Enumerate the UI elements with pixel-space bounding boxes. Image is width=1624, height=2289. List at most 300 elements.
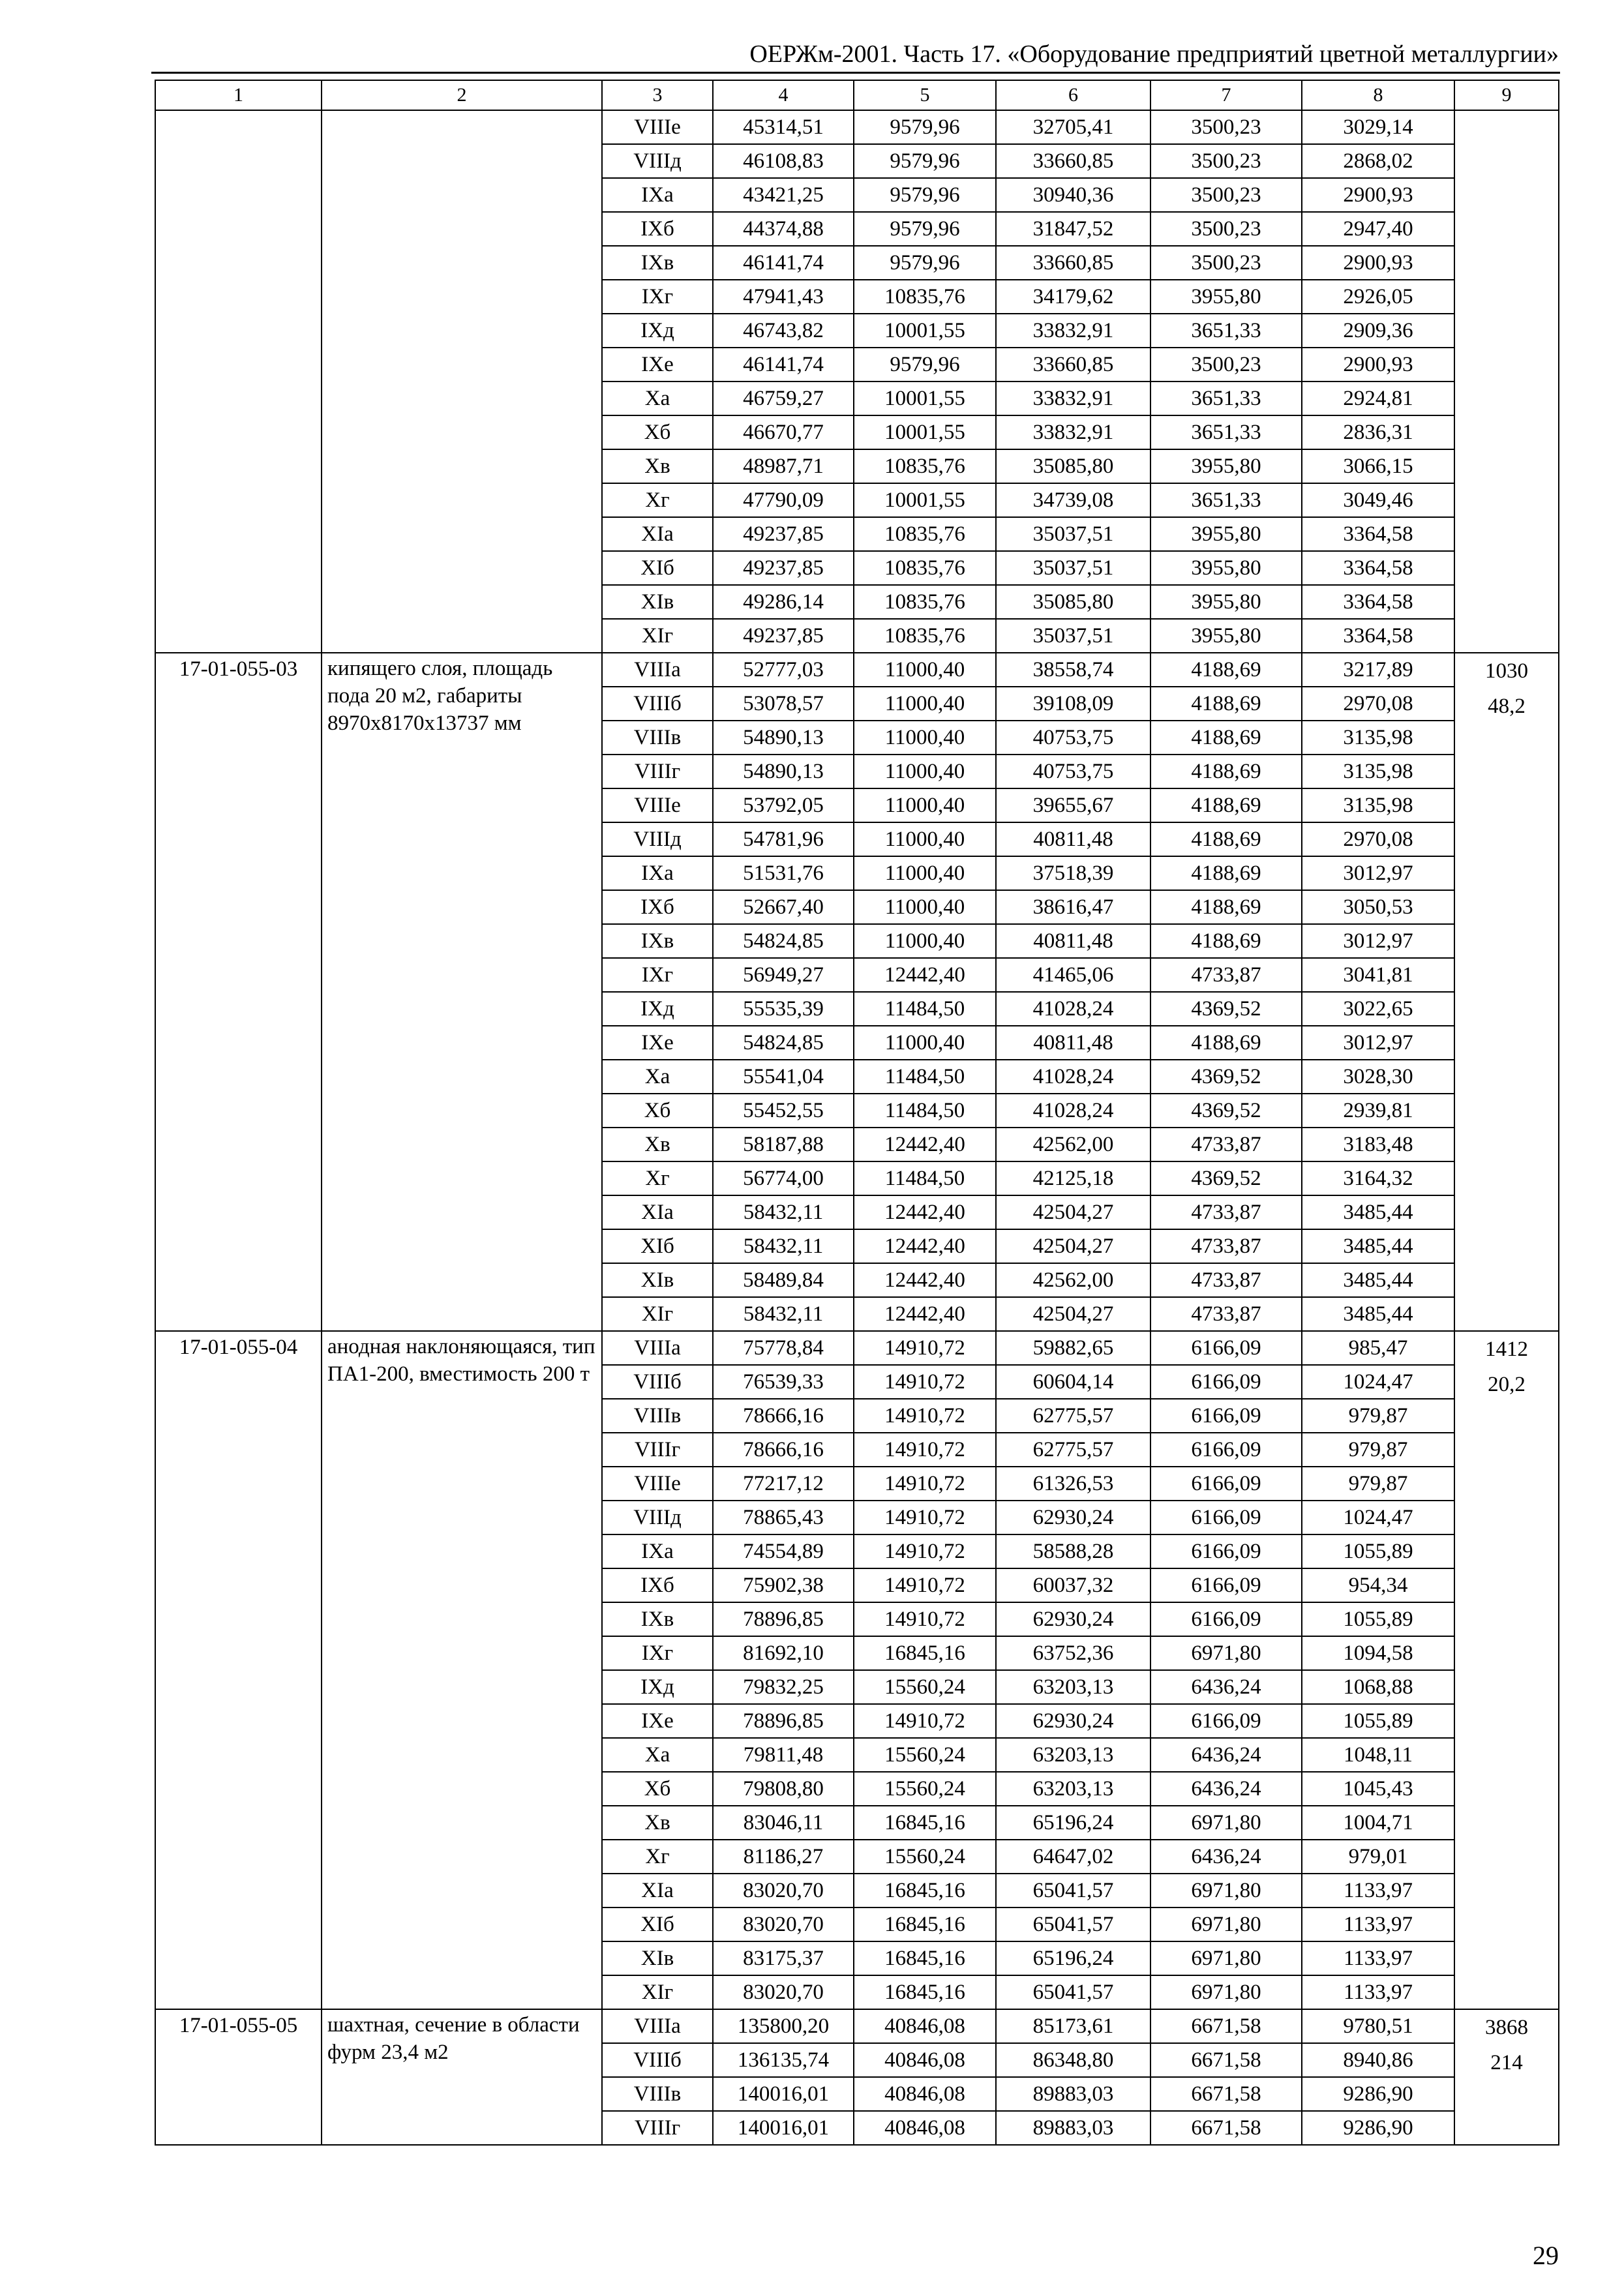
total-cost-cell: 49237,85 bbox=[713, 619, 854, 653]
machinist-wages-cell: 4733,87 bbox=[1150, 1263, 1302, 1297]
materials-cost-cell: 2900,93 bbox=[1302, 246, 1454, 280]
wages-cell: 40846,08 bbox=[854, 2043, 996, 2077]
wages-cell: 10001,55 bbox=[854, 382, 996, 415]
machine-cost-cell: 35085,80 bbox=[996, 585, 1150, 619]
wages-cell: 12442,40 bbox=[854, 958, 996, 992]
machinist-wages-cell: 6166,09 bbox=[1150, 1534, 1302, 1568]
total-cost-cell: 54890,13 bbox=[713, 721, 854, 755]
row-region-cell: VIIIв bbox=[602, 1399, 713, 1433]
machinist-wages-cell: 6971,80 bbox=[1150, 1941, 1302, 1975]
wages-cell: 10835,76 bbox=[854, 585, 996, 619]
machine-cost-cell: 62930,24 bbox=[996, 1704, 1150, 1738]
wages-cell: 11000,40 bbox=[854, 788, 996, 822]
machinist-wages-cell: 4188,69 bbox=[1150, 687, 1302, 721]
row-region-cell: IXа bbox=[602, 856, 713, 890]
machine-cost-cell: 37518,39 bbox=[996, 856, 1150, 890]
total-cost-cell: 78666,16 bbox=[713, 1433, 854, 1467]
wages-cell: 16845,16 bbox=[854, 1941, 996, 1975]
materials-cost-cell: 2868,02 bbox=[1302, 144, 1454, 178]
machine-cost-cell: 33832,91 bbox=[996, 314, 1150, 348]
row-region-cell: Xа bbox=[602, 1060, 713, 1094]
row-region-cell: VIIIа bbox=[602, 653, 713, 687]
row-region-cell: XIб bbox=[602, 551, 713, 585]
materials-cost-cell: 1133,97 bbox=[1302, 1941, 1454, 1975]
total-cost-cell: 53792,05 bbox=[713, 788, 854, 822]
total-cost-cell: 56949,27 bbox=[713, 958, 854, 992]
machinist-wages-cell: 3500,23 bbox=[1150, 110, 1302, 144]
total-cost-cell: 46141,74 bbox=[713, 246, 854, 280]
wages-cell: 14910,72 bbox=[854, 1602, 996, 1636]
materials-cost-cell: 3485,44 bbox=[1302, 1195, 1454, 1229]
machinist-wages-cell: 4369,52 bbox=[1150, 1161, 1302, 1195]
table-row bbox=[155, 110, 1559, 144]
labor-and-mass-cell bbox=[1454, 2009, 1559, 2145]
machinist-wages-cell: 3955,80 bbox=[1150, 449, 1302, 483]
materials-cost-cell: 979,87 bbox=[1302, 1399, 1454, 1433]
wages-cell: 15560,24 bbox=[854, 1738, 996, 1772]
materials-cost-cell: 2970,08 bbox=[1302, 687, 1454, 721]
materials-cost-cell: 2939,81 bbox=[1302, 1094, 1454, 1128]
machine-cost-cell: 63203,13 bbox=[996, 1670, 1150, 1704]
machinist-wages-cell: 3955,80 bbox=[1150, 517, 1302, 551]
machine-cost-cell: 33660,85 bbox=[996, 348, 1150, 382]
wages-cell: 9579,96 bbox=[854, 246, 996, 280]
row-region-cell: IXд bbox=[602, 1670, 713, 1704]
machine-cost-cell: 35037,51 bbox=[996, 551, 1150, 585]
total-cost-cell: 81186,27 bbox=[713, 1840, 854, 1874]
row-region-cell: IXб bbox=[602, 1568, 713, 1602]
total-cost-cell: 77217,12 bbox=[713, 1467, 854, 1501]
machine-cost-cell: 38558,74 bbox=[996, 653, 1150, 687]
wages-cell: 9579,96 bbox=[854, 144, 996, 178]
materials-cost-cell: 3485,44 bbox=[1302, 1263, 1454, 1297]
row-region-cell: XIа bbox=[602, 1195, 713, 1229]
machine-cost-cell: 65196,24 bbox=[996, 1806, 1150, 1840]
machine-cost-cell: 33660,85 bbox=[996, 246, 1150, 280]
wages-cell: 14910,72 bbox=[854, 1365, 996, 1399]
machinist-wages-cell: 3651,33 bbox=[1150, 314, 1302, 348]
rate-code-cell: 17-01-055-05 bbox=[155, 2009, 322, 2145]
wages-cell: 11000,40 bbox=[854, 890, 996, 924]
table-row bbox=[155, 2009, 1559, 2043]
total-cost-cell: 83020,70 bbox=[713, 1975, 854, 2009]
materials-cost-cell: 3164,32 bbox=[1302, 1161, 1454, 1195]
machine-cost-cell: 42562,00 bbox=[996, 1128, 1150, 1161]
wages-cell: 11000,40 bbox=[854, 755, 996, 788]
row-region-cell: IXв bbox=[602, 1602, 713, 1636]
column-number: 2 bbox=[322, 80, 602, 110]
materials-cost-cell: 979,87 bbox=[1302, 1467, 1454, 1501]
row-region-cell: Xв bbox=[602, 1806, 713, 1840]
machine-cost-cell: 33660,85 bbox=[996, 144, 1150, 178]
machinist-wages-cell: 4369,52 bbox=[1150, 1060, 1302, 1094]
wages-cell: 16845,16 bbox=[854, 1636, 996, 1670]
machinist-wages-cell: 6671,58 bbox=[1150, 2111, 1302, 2145]
machine-cost-cell: 65196,24 bbox=[996, 1941, 1150, 1975]
row-region-cell: VIIIб bbox=[602, 2043, 713, 2077]
materials-cost-cell: 3028,30 bbox=[1302, 1060, 1454, 1094]
machinist-wages-cell: 6166,09 bbox=[1150, 1365, 1302, 1399]
wages-cell: 10835,76 bbox=[854, 619, 996, 653]
machinist-wages-cell: 6971,80 bbox=[1150, 1975, 1302, 2009]
machine-cost-cell: 35037,51 bbox=[996, 517, 1150, 551]
row-region-cell: VIIIд bbox=[602, 1501, 713, 1534]
machinist-wages-cell: 4188,69 bbox=[1150, 890, 1302, 924]
wages-cell: 12442,40 bbox=[854, 1297, 996, 1331]
machinist-wages-cell: 3651,33 bbox=[1150, 415, 1302, 449]
materials-cost-cell: 985,47 bbox=[1302, 1331, 1454, 1365]
machine-cost-cell: 33832,91 bbox=[996, 415, 1150, 449]
rate-description-cell bbox=[322, 110, 602, 653]
wages-cell: 11000,40 bbox=[854, 822, 996, 856]
materials-cost-cell: 1133,97 bbox=[1302, 1908, 1454, 1941]
labor-cost-value: 1412 bbox=[1485, 1338, 1528, 1361]
total-cost-cell: 52667,40 bbox=[713, 890, 854, 924]
wages-cell: 11484,50 bbox=[854, 1060, 996, 1094]
materials-cost-cell: 1024,47 bbox=[1302, 1365, 1454, 1399]
machinist-wages-cell: 4369,52 bbox=[1150, 992, 1302, 1026]
rate-description-cell: кипящего слоя, площадь пода 20 м2, габариты 8970х8170х13737 мм bbox=[322, 653, 602, 1331]
materials-cost-cell: 3049,46 bbox=[1302, 483, 1454, 517]
row-region-cell: VIIIб bbox=[602, 1365, 713, 1399]
total-cost-cell: 78865,43 bbox=[713, 1501, 854, 1534]
wages-cell: 14910,72 bbox=[854, 1704, 996, 1738]
machinist-wages-cell: 6166,09 bbox=[1150, 1602, 1302, 1636]
total-cost-cell: 58187,88 bbox=[713, 1128, 854, 1161]
column-number: 5 bbox=[854, 80, 996, 110]
total-cost-cell: 46670,77 bbox=[713, 415, 854, 449]
column-number: 3 bbox=[602, 80, 713, 110]
machine-cost-cell: 31847,52 bbox=[996, 212, 1150, 246]
wages-cell: 14910,72 bbox=[854, 1433, 996, 1467]
machine-cost-cell: 41465,06 bbox=[996, 958, 1150, 992]
wages-cell: 16845,16 bbox=[854, 1908, 996, 1941]
wages-cell: 12442,40 bbox=[854, 1229, 996, 1263]
row-region-cell: Xв bbox=[602, 449, 713, 483]
row-region-cell: VIIIг bbox=[602, 1433, 713, 1467]
machinist-wages-cell: 3500,23 bbox=[1150, 178, 1302, 212]
row-region-cell: VIIIа bbox=[602, 1331, 713, 1365]
wages-cell: 16845,16 bbox=[854, 1806, 996, 1840]
materials-cost-cell: 2970,08 bbox=[1302, 822, 1454, 856]
total-cost-cell: 46743,82 bbox=[713, 314, 854, 348]
labor-cost-value: 1030 bbox=[1485, 659, 1528, 683]
labor-cost-value: 3868 bbox=[1485, 2016, 1528, 2039]
machinist-wages-cell: 4188,69 bbox=[1150, 788, 1302, 822]
total-cost-cell: 75778,84 bbox=[713, 1331, 854, 1365]
wages-cell: 15560,24 bbox=[854, 1772, 996, 1806]
machine-cost-cell: 64647,02 bbox=[996, 1840, 1150, 1874]
wages-cell: 10835,76 bbox=[854, 280, 996, 314]
row-region-cell: IXе bbox=[602, 348, 713, 382]
rate-description-cell: шахтная, сечение в области фурм 23,4 м2 bbox=[322, 2009, 602, 2145]
machinist-wages-cell: 6166,09 bbox=[1150, 1568, 1302, 1602]
machinist-wages-cell: 6166,09 bbox=[1150, 1501, 1302, 1534]
wages-cell: 16845,16 bbox=[854, 1975, 996, 2009]
materials-cost-cell: 3050,53 bbox=[1302, 890, 1454, 924]
machine-cost-cell: 41028,24 bbox=[996, 1094, 1150, 1128]
rate-description-cell: анодная наклоняющаяся, тип ПА1-200, вместимость 200 т bbox=[322, 1331, 602, 2009]
machine-cost-cell: 63203,13 bbox=[996, 1738, 1150, 1772]
machinist-wages-cell: 6971,80 bbox=[1150, 1908, 1302, 1941]
machine-cost-cell: 39108,09 bbox=[996, 687, 1150, 721]
materials-cost-cell: 2900,93 bbox=[1302, 348, 1454, 382]
total-cost-cell: 54824,85 bbox=[713, 924, 854, 958]
machinist-wages-cell: 6671,58 bbox=[1150, 2043, 1302, 2077]
table-row bbox=[155, 653, 1559, 687]
materials-cost-cell: 3183,48 bbox=[1302, 1128, 1454, 1161]
total-cost-cell: 49286,14 bbox=[713, 585, 854, 619]
total-cost-cell: 79808,80 bbox=[713, 1772, 854, 1806]
machinist-wages-cell: 3955,80 bbox=[1150, 619, 1302, 653]
row-region-cell: Xг bbox=[602, 1161, 713, 1195]
total-cost-cell: 52777,03 bbox=[713, 653, 854, 687]
machine-cost-cell: 85173,61 bbox=[996, 2009, 1150, 2043]
materials-cost-cell: 3364,58 bbox=[1302, 619, 1454, 653]
total-cost-cell: 48987,71 bbox=[713, 449, 854, 483]
total-cost-cell: 43421,25 bbox=[713, 178, 854, 212]
materials-cost-cell: 2926,05 bbox=[1302, 280, 1454, 314]
row-region-cell: XIв bbox=[602, 1941, 713, 1975]
machine-cost-cell: 32705,41 bbox=[996, 110, 1150, 144]
wages-cell: 11000,40 bbox=[854, 856, 996, 890]
total-cost-cell: 58432,11 bbox=[713, 1297, 854, 1331]
column-number: 8 bbox=[1302, 80, 1454, 110]
row-region-cell: IXб bbox=[602, 890, 713, 924]
row-region-cell: XIа bbox=[602, 1874, 713, 1908]
total-cost-cell: 56774,00 bbox=[713, 1161, 854, 1195]
total-cost-cell: 78896,85 bbox=[713, 1704, 854, 1738]
wages-cell: 9579,96 bbox=[854, 212, 996, 246]
machinist-wages-cell: 3955,80 bbox=[1150, 551, 1302, 585]
machinist-wages-cell: 3955,80 bbox=[1150, 585, 1302, 619]
machinist-wages-cell: 4733,87 bbox=[1150, 958, 1302, 992]
wages-cell: 11484,50 bbox=[854, 1094, 996, 1128]
machinist-wages-cell: 4188,69 bbox=[1150, 721, 1302, 755]
mass-value: 214 bbox=[1490, 2051, 1523, 2074]
row-region-cell: IXе bbox=[602, 1026, 713, 1060]
materials-cost-cell: 3364,58 bbox=[1302, 551, 1454, 585]
wages-cell: 9579,96 bbox=[854, 178, 996, 212]
wages-cell: 10001,55 bbox=[854, 415, 996, 449]
total-cost-cell: 78666,16 bbox=[713, 1399, 854, 1433]
total-cost-cell: 140016,01 bbox=[713, 2111, 854, 2145]
materials-cost-cell: 1004,71 bbox=[1302, 1806, 1454, 1840]
materials-cost-cell: 2836,31 bbox=[1302, 415, 1454, 449]
machine-cost-cell: 59882,65 bbox=[996, 1331, 1150, 1365]
wages-cell: 11000,40 bbox=[854, 924, 996, 958]
materials-cost-cell: 1068,88 bbox=[1302, 1670, 1454, 1704]
row-region-cell: Xа bbox=[602, 382, 713, 415]
materials-cost-cell: 3135,98 bbox=[1302, 788, 1454, 822]
row-region-cell: IXг bbox=[602, 1636, 713, 1670]
machinist-wages-cell: 3500,23 bbox=[1150, 212, 1302, 246]
wages-cell: 14910,72 bbox=[854, 1568, 996, 1602]
materials-cost-cell: 979,01 bbox=[1302, 1840, 1454, 1874]
materials-cost-cell: 2900,93 bbox=[1302, 178, 1454, 212]
machine-cost-cell: 65041,57 bbox=[996, 1874, 1150, 1908]
machinist-wages-cell: 3651,33 bbox=[1150, 382, 1302, 415]
total-cost-cell: 47941,43 bbox=[713, 280, 854, 314]
materials-cost-cell: 3066,15 bbox=[1302, 449, 1454, 483]
machinist-wages-cell: 6971,80 bbox=[1150, 1874, 1302, 1908]
row-region-cell: IXа bbox=[602, 178, 713, 212]
total-cost-cell: 83020,70 bbox=[713, 1908, 854, 1941]
wages-cell: 40846,08 bbox=[854, 2077, 996, 2111]
total-cost-cell: 55452,55 bbox=[713, 1094, 854, 1128]
row-region-cell: VIIIг bbox=[602, 755, 713, 788]
column-number-row bbox=[155, 80, 1559, 110]
materials-cost-cell: 3029,14 bbox=[1302, 110, 1454, 144]
materials-cost-cell: 1048,11 bbox=[1302, 1738, 1454, 1772]
machine-cost-cell: 30940,36 bbox=[996, 178, 1150, 212]
wages-cell: 14910,72 bbox=[854, 1399, 996, 1433]
labor-and-mass-cell bbox=[1454, 110, 1559, 653]
machine-cost-cell: 40811,48 bbox=[996, 822, 1150, 856]
machinist-wages-cell: 3651,33 bbox=[1150, 483, 1302, 517]
total-cost-cell: 83046,11 bbox=[713, 1806, 854, 1840]
total-cost-cell: 83020,70 bbox=[713, 1874, 854, 1908]
wages-cell: 9579,96 bbox=[854, 348, 996, 382]
wages-cell: 12442,40 bbox=[854, 1195, 996, 1229]
machinist-wages-cell: 4188,69 bbox=[1150, 1026, 1302, 1060]
machine-cost-cell: 65041,57 bbox=[996, 1908, 1150, 1941]
wages-cell: 10835,76 bbox=[854, 449, 996, 483]
machine-cost-cell: 40753,75 bbox=[996, 721, 1150, 755]
total-cost-cell: 51531,76 bbox=[713, 856, 854, 890]
total-cost-cell: 49237,85 bbox=[713, 551, 854, 585]
wages-cell: 16845,16 bbox=[854, 1874, 996, 1908]
labor-and-mass-cell bbox=[1454, 653, 1559, 1331]
machine-cost-cell: 86348,80 bbox=[996, 2043, 1150, 2077]
table-body bbox=[155, 80, 1559, 2145]
machine-cost-cell: 58588,28 bbox=[996, 1534, 1150, 1568]
row-region-cell: VIIIв bbox=[602, 2077, 713, 2111]
machinist-wages-cell: 3955,80 bbox=[1150, 280, 1302, 314]
machine-cost-cell: 41028,24 bbox=[996, 992, 1150, 1026]
row-region-cell: VIIIе bbox=[602, 1467, 713, 1501]
column-number: 9 bbox=[1454, 80, 1559, 110]
materials-cost-cell: 3012,97 bbox=[1302, 924, 1454, 958]
machine-cost-cell: 34179,62 bbox=[996, 280, 1150, 314]
total-cost-cell: 136135,74 bbox=[713, 2043, 854, 2077]
wages-cell: 15560,24 bbox=[854, 1670, 996, 1704]
materials-cost-cell: 1045,43 bbox=[1302, 1772, 1454, 1806]
wages-cell: 15560,24 bbox=[854, 1840, 996, 1874]
materials-cost-cell: 2924,81 bbox=[1302, 382, 1454, 415]
row-region-cell: VIIIв bbox=[602, 721, 713, 755]
total-cost-cell: 54824,85 bbox=[713, 1026, 854, 1060]
total-cost-cell: 45314,51 bbox=[713, 110, 854, 144]
total-cost-cell: 55541,04 bbox=[713, 1060, 854, 1094]
total-cost-cell: 46108,83 bbox=[713, 144, 854, 178]
total-cost-cell: 46141,74 bbox=[713, 348, 854, 382]
total-cost-cell: 79811,48 bbox=[713, 1738, 854, 1772]
row-region-cell: IXв bbox=[602, 924, 713, 958]
total-cost-cell: 74554,89 bbox=[713, 1534, 854, 1568]
row-region-cell: Xб bbox=[602, 1094, 713, 1128]
total-cost-cell: 76539,33 bbox=[713, 1365, 854, 1399]
total-cost-cell: 47790,09 bbox=[713, 483, 854, 517]
machinist-wages-cell: 6671,58 bbox=[1150, 2009, 1302, 2043]
total-cost-cell: 44374,88 bbox=[713, 212, 854, 246]
total-cost-cell: 54781,96 bbox=[713, 822, 854, 856]
wages-cell: 10001,55 bbox=[854, 483, 996, 517]
row-region-cell: Xб bbox=[602, 415, 713, 449]
row-region-cell: IXд bbox=[602, 992, 713, 1026]
materials-cost-cell: 9780,51 bbox=[1302, 2009, 1454, 2043]
materials-cost-cell: 1094,58 bbox=[1302, 1636, 1454, 1670]
row-region-cell: VIIIд bbox=[602, 822, 713, 856]
materials-cost-cell: 979,87 bbox=[1302, 1433, 1454, 1467]
row-region-cell: VIIIе bbox=[602, 788, 713, 822]
total-cost-cell: 53078,57 bbox=[713, 687, 854, 721]
materials-cost-cell: 8940,86 bbox=[1302, 2043, 1454, 2077]
materials-cost-cell: 3217,89 bbox=[1302, 653, 1454, 687]
machine-cost-cell: 60037,32 bbox=[996, 1568, 1150, 1602]
column-number: 6 bbox=[996, 80, 1150, 110]
machine-cost-cell: 42504,27 bbox=[996, 1195, 1150, 1229]
machine-cost-cell: 34739,08 bbox=[996, 483, 1150, 517]
materials-cost-cell: 1133,97 bbox=[1302, 1874, 1454, 1908]
row-region-cell: VIIIе bbox=[602, 110, 713, 144]
wages-cell: 10835,76 bbox=[854, 517, 996, 551]
machine-cost-cell: 89883,03 bbox=[996, 2111, 1150, 2145]
materials-cost-cell: 3041,81 bbox=[1302, 958, 1454, 992]
machine-cost-cell: 42562,00 bbox=[996, 1263, 1150, 1297]
materials-cost-cell: 3485,44 bbox=[1302, 1229, 1454, 1263]
row-region-cell: Xб bbox=[602, 1772, 713, 1806]
machinist-wages-cell: 6166,09 bbox=[1150, 1704, 1302, 1738]
total-cost-cell: 54890,13 bbox=[713, 755, 854, 788]
machine-cost-cell: 63203,13 bbox=[996, 1772, 1150, 1806]
row-region-cell: Xг bbox=[602, 1840, 713, 1874]
wages-cell: 11000,40 bbox=[854, 721, 996, 755]
machine-cost-cell: 35037,51 bbox=[996, 619, 1150, 653]
wages-cell: 11484,50 bbox=[854, 992, 996, 1026]
machine-cost-cell: 41028,24 bbox=[996, 1060, 1150, 1094]
machine-cost-cell: 63752,36 bbox=[996, 1636, 1150, 1670]
materials-cost-cell: 1055,89 bbox=[1302, 1602, 1454, 1636]
row-region-cell: Xа bbox=[602, 1738, 713, 1772]
wages-cell: 11000,40 bbox=[854, 687, 996, 721]
machinist-wages-cell: 3500,23 bbox=[1150, 246, 1302, 280]
machine-cost-cell: 33832,91 bbox=[996, 382, 1150, 415]
machine-cost-cell: 42504,27 bbox=[996, 1229, 1150, 1263]
machine-cost-cell: 62775,57 bbox=[996, 1433, 1150, 1467]
machinist-wages-cell: 6166,09 bbox=[1150, 1399, 1302, 1433]
materials-cost-cell: 1024,47 bbox=[1302, 1501, 1454, 1534]
row-region-cell: IXе bbox=[602, 1704, 713, 1738]
total-cost-cell: 58489,84 bbox=[713, 1263, 854, 1297]
machine-cost-cell: 62930,24 bbox=[996, 1501, 1150, 1534]
machine-cost-cell: 35085,80 bbox=[996, 449, 1150, 483]
wages-cell: 14910,72 bbox=[854, 1467, 996, 1501]
machinist-wages-cell: 3500,23 bbox=[1150, 348, 1302, 382]
machine-cost-cell: 42504,27 bbox=[996, 1297, 1150, 1331]
row-region-cell: XIг bbox=[602, 1975, 713, 2009]
materials-cost-cell: 3022,65 bbox=[1302, 992, 1454, 1026]
total-cost-cell: 135800,20 bbox=[713, 2009, 854, 2043]
wages-cell: 12442,40 bbox=[854, 1128, 996, 1161]
materials-cost-cell: 1133,97 bbox=[1302, 1975, 1454, 2009]
labor-and-mass-cell bbox=[1454, 1331, 1559, 2009]
total-cost-cell: 49237,85 bbox=[713, 517, 854, 551]
row-region-cell: VIIIд bbox=[602, 144, 713, 178]
row-region-cell: Xг bbox=[602, 483, 713, 517]
rate-code-cell: 17-01-055-04 bbox=[155, 1331, 322, 2009]
machinist-wages-cell: 6436,24 bbox=[1150, 1670, 1302, 1704]
